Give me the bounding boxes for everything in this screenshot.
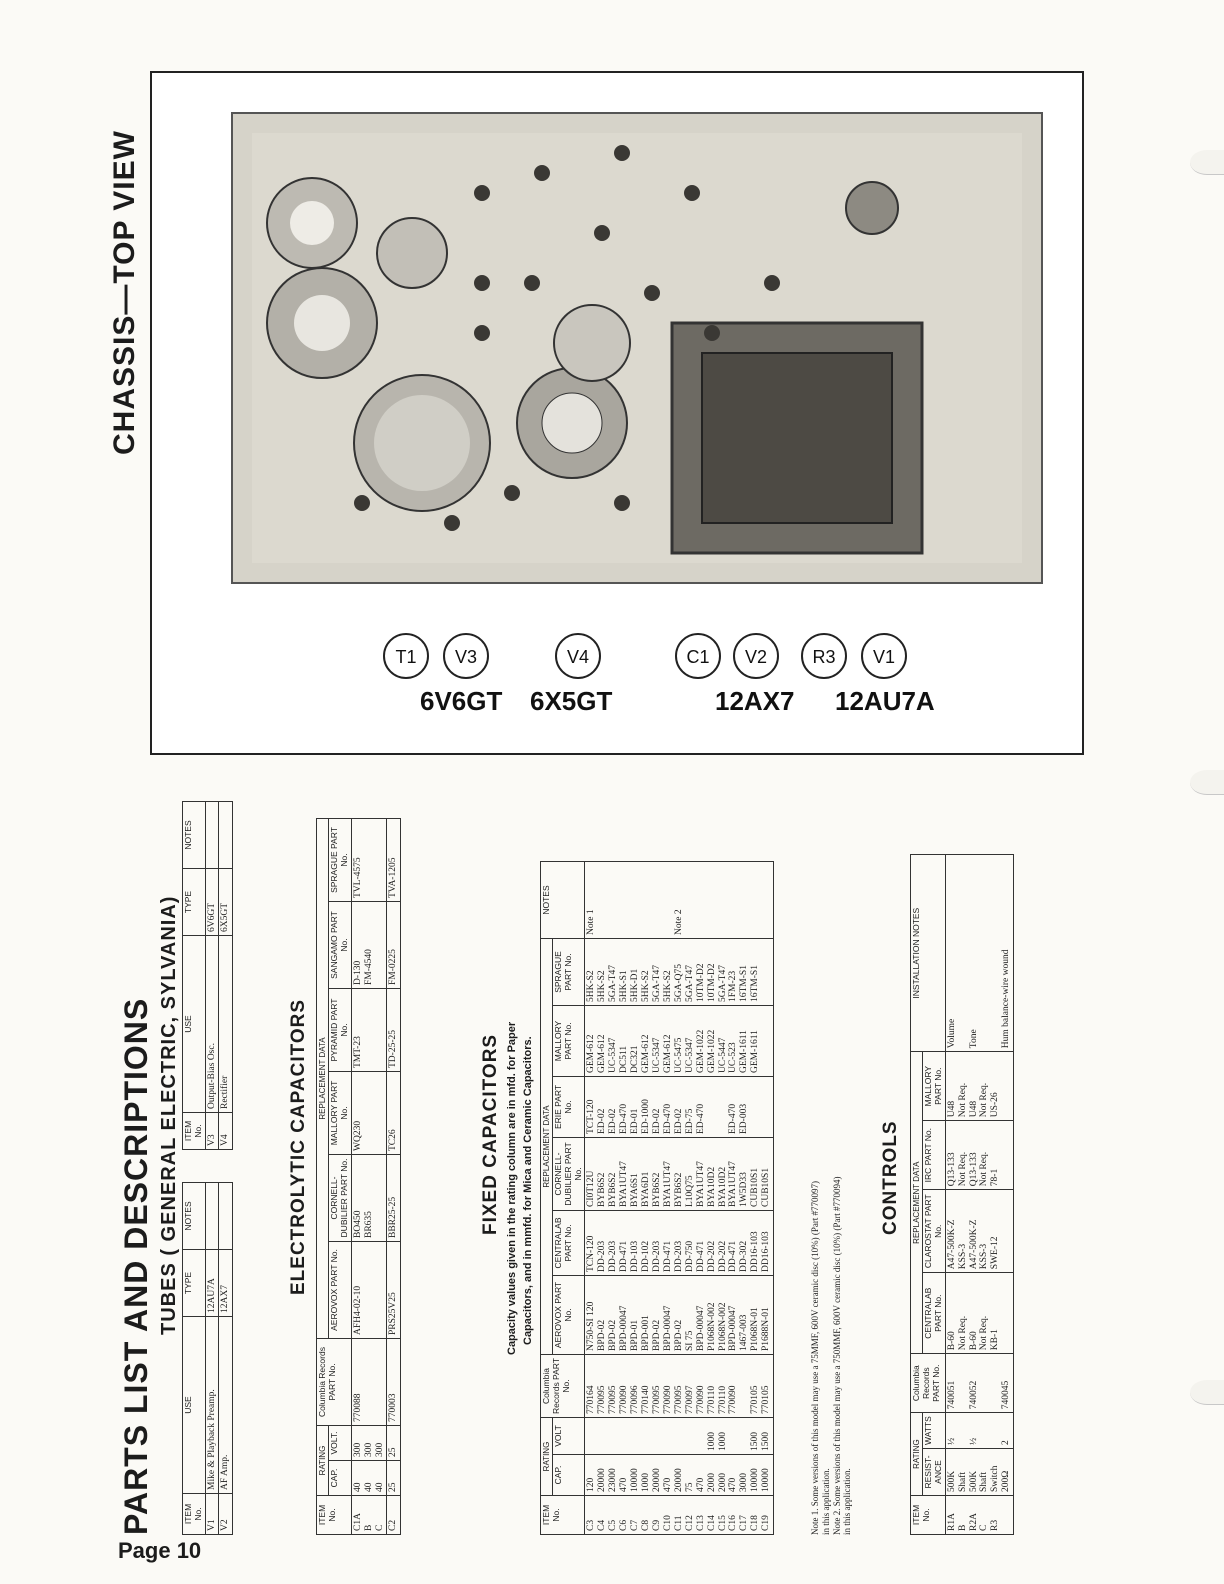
- cell: 40 40 40: [351, 1461, 387, 1496]
- col-columbia: 740051 740052 740045: [945, 1354, 1014, 1413]
- parts-list-title: PARTS LIST AND DESCRIPTIONS: [118, 997, 154, 1535]
- controls-table-wrap: [910, 854, 1014, 1535]
- cell: Output-Bias Osc.: [205, 936, 219, 1113]
- th-group-replacement: REPLACEMENT DATA: [317, 819, 329, 1339]
- cell: 25: [387, 1461, 401, 1496]
- th-item: ITEM No.: [183, 1113, 206, 1150]
- table-body-row: [945, 855, 1014, 1535]
- cell: TVA-1205: [387, 819, 401, 902]
- th: RESIST-ANCE: [923, 1449, 946, 1496]
- cell: PRS25V25: [387, 1242, 401, 1339]
- th-group-rating: RATING: [317, 1426, 329, 1496]
- col-item: C3 C4 C5 C6 C7 C8 C9 C10 C11 C12 C13 C14 C15 C16 C17 C18 C19: [585, 1496, 774, 1535]
- footnote-line: in this application.: [842, 1468, 853, 1535]
- cell: V3: [205, 1113, 219, 1150]
- cell: AFH4-02-10: [351, 1242, 387, 1339]
- th: Columbia Records PART No.: [317, 1339, 352, 1426]
- cell: TVL-4575: [351, 819, 387, 902]
- cell: D-130 FM-4540: [351, 902, 387, 989]
- th-group-replacement: REPLACEMENT DATA: [911, 1052, 923, 1354]
- th: CENTRALAB PART No.: [553, 1211, 585, 1276]
- th: MALLORY PART No.: [923, 1052, 946, 1121]
- th: VOLT.: [329, 1426, 352, 1461]
- col-mallory: GEM-612 GEM-612 UC-5347 DC511 DC321 GEM-612 UC-5347 GEM-612 UC-5475 UC-5347 GEM-1022 GEM-1022 UC-5447 UC-523 GEM-1611 GEM-1611: [585, 1006, 774, 1077]
- col-cornell: CI0T12U BYB6S2 BYB6S2 BYA1UT47 BYA6S1 BYA6D1 BYB6S2 BYA1UT47 BYB6S2 L10Q75 BYA1UT47 BYA10D2 BYA10D2 BYA1UT47 1W5D33 CUB10S1 CUB10S1: [585, 1138, 774, 1211]
- th: ITEM No.: [317, 1496, 352, 1535]
- th: VOLT: [553, 1418, 585, 1455]
- cell: [219, 802, 233, 869]
- cell: [205, 802, 219, 869]
- page-number: Page 10: [118, 1538, 202, 1563]
- tubes-table-left: [182, 1182, 233, 1535]
- cell: V1: [205, 1494, 219, 1535]
- controls-title: CONTROLS: [880, 1120, 901, 1235]
- footnote-line: Note 2. Some versions of this model may use a 750MMF, 600V ceramic disc (10%) (Part #770094): [831, 1176, 842, 1535]
- th: PYRAMID PART No.: [329, 989, 352, 1072]
- table-row: [219, 1183, 233, 1535]
- callout-v4: V4: [566, 647, 590, 667]
- th-use: USE: [183, 1317, 206, 1494]
- fixed-capacitors-table: [540, 861, 774, 1535]
- table-row: [351, 819, 387, 1535]
- tube-label-6x5gt: 6X5GT: [530, 686, 613, 716]
- electrolytic-title: ELECTROLYTIC CAPACITORS: [288, 998, 309, 1295]
- cell: 6V6GT: [205, 869, 219, 936]
- electrolytic-table: [316, 818, 401, 1535]
- col-irc: Q13-133 Not Req. Q13-133 Not Req. 78-1: [945, 1121, 1014, 1190]
- th: ITEM No.: [541, 1496, 585, 1535]
- th: CENTRALAB PART No.: [923, 1273, 946, 1354]
- col-erie: TCT-120 ED-02 ED-02 ED-470 ED-01 ED-1000 ED-02 ED-470 ED-02 ED-75 ED-470 ED-470 ED-003: [585, 1077, 774, 1138]
- th: SANGAMO PART No.: [329, 902, 352, 989]
- col-volt: 1000 1000 1500 1500: [585, 1418, 774, 1455]
- table-body-row: [585, 862, 774, 1535]
- th-type: TYPE: [183, 1250, 206, 1317]
- th: ERIE PART No.: [553, 1077, 585, 1138]
- th: SPRAGUE PART No.: [329, 819, 352, 902]
- th: CORNELL-DUBILIER PART No.: [553, 1138, 585, 1211]
- th: CAP.: [329, 1461, 352, 1496]
- col-centralab: TCN-120 DD-203 DD-203 DD-471 DD-103 DD-102 DD-203 DD-471 DD-203 DD-750 DD-471 DD-202 DD-202 DD-471 DD-302 DD16-103 DD16-103: [585, 1211, 774, 1276]
- cell: TC26: [387, 1072, 401, 1155]
- callout-v3: V3: [454, 647, 478, 667]
- th-item: ITEM No.: [183, 1494, 206, 1535]
- th-notes: NOTES: [183, 1183, 206, 1250]
- th: WATTS: [923, 1413, 946, 1449]
- chassis-title: CHASSIS—TOP VIEW: [108, 130, 141, 455]
- cell: BO450 BR635: [351, 1155, 387, 1242]
- tubes-table-right: [182, 801, 233, 1150]
- tubes-title: TUBES ( GENERAL ELECTRIC, SYLVANIA): [158, 895, 180, 1335]
- cell: TMT-23: [351, 989, 387, 1072]
- callout-row: [380, 630, 980, 720]
- tube-label-12ax7: 12AX7: [715, 686, 795, 716]
- cell: FM-0225: [387, 902, 401, 989]
- th: AEROVOX PART No.: [329, 1242, 352, 1339]
- col-notes: Volume Tone Hum balance-wire wound: [945, 855, 1014, 1052]
- cell: 770003: [387, 1339, 401, 1426]
- th-type: TYPE: [183, 869, 206, 936]
- col-columbia: 770164 770095 770095 770090 770096 770140 770095 770090 770095 770097 770090 770110 770110 770090 770105 770105: [585, 1355, 774, 1418]
- cell: 770088: [351, 1339, 387, 1426]
- cell: AF Amp.: [219, 1317, 233, 1494]
- th: SPRAGUE PART No.: [553, 939, 585, 1006]
- th: MALLORY PART No.: [329, 1072, 352, 1155]
- th-group-rating: RATING: [911, 1413, 923, 1496]
- th-group-replacement: REPLACEMENT DATA: [541, 939, 553, 1355]
- th: ITEM No.: [911, 1496, 946, 1535]
- cell: V2: [219, 1494, 233, 1535]
- table-row: [387, 819, 401, 1535]
- th: CLAROSTAT PART No.: [923, 1190, 946, 1273]
- cell: Rectifier: [219, 936, 233, 1113]
- rotated-page-content: [110, 65, 1110, 1535]
- electrolytic-table-wrap: [316, 818, 401, 1535]
- cell: [219, 1183, 233, 1250]
- tubes-table-right-wrap: [182, 801, 233, 1150]
- col-sprague: 5HK-S2 5HK-S2 5GA-T47 5HK-S1 5HK-D1 5HK-S2 5GA-T47 5HK-S2 5GA-Q75 5GA-T47 10TM-D2 10TM-D2 5GA-T47 1FM-23 16TM-S1 16TM-S1: [585, 939, 774, 1006]
- th-use: USE: [183, 936, 206, 1113]
- th: Columbia Records PART No.: [911, 1354, 946, 1413]
- th: AEROVOX PART No.: [553, 1276, 585, 1355]
- cell: Mike & Playback Preamp.: [205, 1317, 219, 1494]
- th: Columbia Records PART No.: [541, 1355, 585, 1418]
- callout-t1: T1: [395, 647, 417, 667]
- cell: C1A B C: [351, 1496, 387, 1535]
- cell: 12AX7: [219, 1250, 233, 1317]
- col-centralab: B-60 Not Req. B-60 Not Req. KB-1: [945, 1273, 1014, 1354]
- cell: 12AU7A: [205, 1250, 219, 1317]
- th: INSTALLATION NOTES: [911, 855, 946, 1052]
- cell: 300 300 300: [351, 1426, 387, 1461]
- col-clarostat: A47-500K-Z KSS-3 A47-500K-Z KSS-3 SWE-12: [945, 1190, 1014, 1273]
- th: CAP.: [553, 1455, 585, 1496]
- col-resistance: 500K Shaft 500K Shaft Switch 200Ω: [945, 1449, 1014, 1496]
- col-item: R1A B R2A C R3: [945, 1496, 1014, 1535]
- col-watts: ½ ½ 2: [945, 1413, 1014, 1449]
- th: CORNELL-DUBILIER PART No.: [329, 1155, 352, 1242]
- cell: 25: [387, 1426, 401, 1461]
- col-notes: Note 1 Note 2: [585, 862, 774, 939]
- cell: C2: [387, 1496, 401, 1535]
- cell: 6X5GT: [219, 869, 233, 936]
- footnote-line: in this application.: [820, 1468, 831, 1535]
- footnote-line: Note 1. Some versions of this model may use a 75MMF, 600V ceramic disc (10%) (Part #770097): [810, 1180, 820, 1535]
- cell: V4: [219, 1113, 233, 1150]
- fixed-table-wrap: [540, 861, 774, 1535]
- table-row: [205, 1183, 219, 1535]
- controls-table: [910, 854, 1014, 1535]
- callout-r3: R3: [812, 647, 836, 667]
- th: NOTES: [541, 862, 585, 939]
- cell: TD-25-25: [387, 989, 401, 1072]
- fixed-capacitors-title: FIXED CAPACITORS: [480, 1033, 501, 1235]
- callout-v1: V1: [872, 647, 896, 667]
- binder-hole-bottom: [1190, 1380, 1224, 1405]
- fixed-footnotes: [810, 1176, 853, 1535]
- table-row: [219, 802, 233, 1150]
- th-group-rating: RATING: [541, 1418, 553, 1496]
- col-aerovox: N750-SI 120 BPD-02 BPD-02 BPD-00047 BPD-01 BPD-001 BPD-02 BPD-00047 BPD-02 SI 75 BPD-00047 P1068N-002 P1068N-002 BPD-00047 1467-003 P1068N-01 P1688N-01: [585, 1276, 774, 1355]
- th: MALLORY PART No.: [553, 1006, 585, 1077]
- binder-hole-middle: [1190, 770, 1224, 795]
- callout-c1: C1: [686, 647, 710, 667]
- callout-v2: V2: [744, 647, 768, 667]
- cell: WQ230: [351, 1072, 387, 1155]
- th-notes: NOTES: [183, 802, 206, 869]
- col-mallory: U48 Not Req. U48 Not Req. US-26: [945, 1052, 1014, 1121]
- fixed-note-line2: Capacitors, and in mmfd. for Mica and Ceramic Capacitors.: [522, 1036, 534, 1345]
- tube-label-12au7a: 12AU7A: [835, 686, 935, 716]
- tubes-table-left-wrap: [182, 1182, 233, 1535]
- binder-hole-top: [1190, 150, 1224, 175]
- tube-label-6v6gt: 6V6GT: [420, 686, 503, 716]
- cell: [205, 1183, 219, 1250]
- th: IRC PART No.: [923, 1121, 946, 1190]
- table-row: [205, 802, 219, 1150]
- col-cap: 120 20000 23000 470 10000 1000 20000 470 20000 75 470 2000 2000 470 3000 10000 10000: [585, 1455, 774, 1496]
- cell: BBR25-25: [387, 1155, 401, 1242]
- fixed-note-line1: Capacity values given in the rating column are in mfd. for Paper: [506, 1021, 518, 1355]
